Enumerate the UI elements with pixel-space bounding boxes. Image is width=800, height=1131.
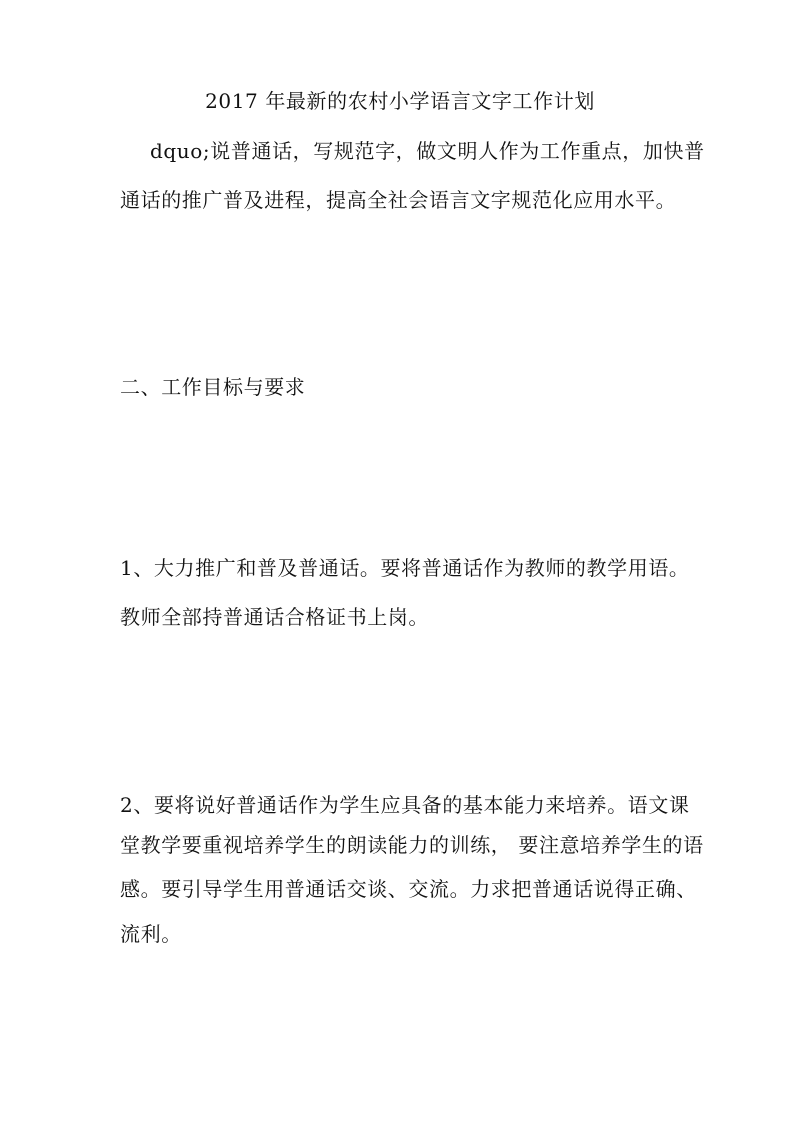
item-2-line-4: 流利。 [120, 922, 182, 946]
document-title: 2017 年最新的农村小学语言文字工作计划 [205, 89, 595, 113]
intro-line-1: dquo;说普通话，写规范字，做文明人作为工作重点，加快普 [150, 139, 705, 163]
item-1-line-1: 1、大力推广和普及普通话。要将普通话作为教师的教学用语。 [120, 556, 690, 580]
item-2-line-1: 2、要将说好普通话作为学生应具备的基本能力来培养。语文课 [120, 793, 690, 817]
item-1-line-2: 教师全部持普通话合格证书上岗。 [120, 605, 429, 629]
section-heading-goals: 二、工作目标与要求 [120, 375, 306, 399]
intro-line-2: 通话的推广普及进程，提高全社会语言文字规范化应用水平。 [120, 188, 677, 212]
item-2-line-3: 感。要引导学生用普通话交谈、交流。力求把普通话说得正确、 [120, 877, 697, 901]
item-2-line-2: 堂教学要重视培养学生的朗读能力的训练， 要注意培养学生的语 [120, 833, 704, 857]
